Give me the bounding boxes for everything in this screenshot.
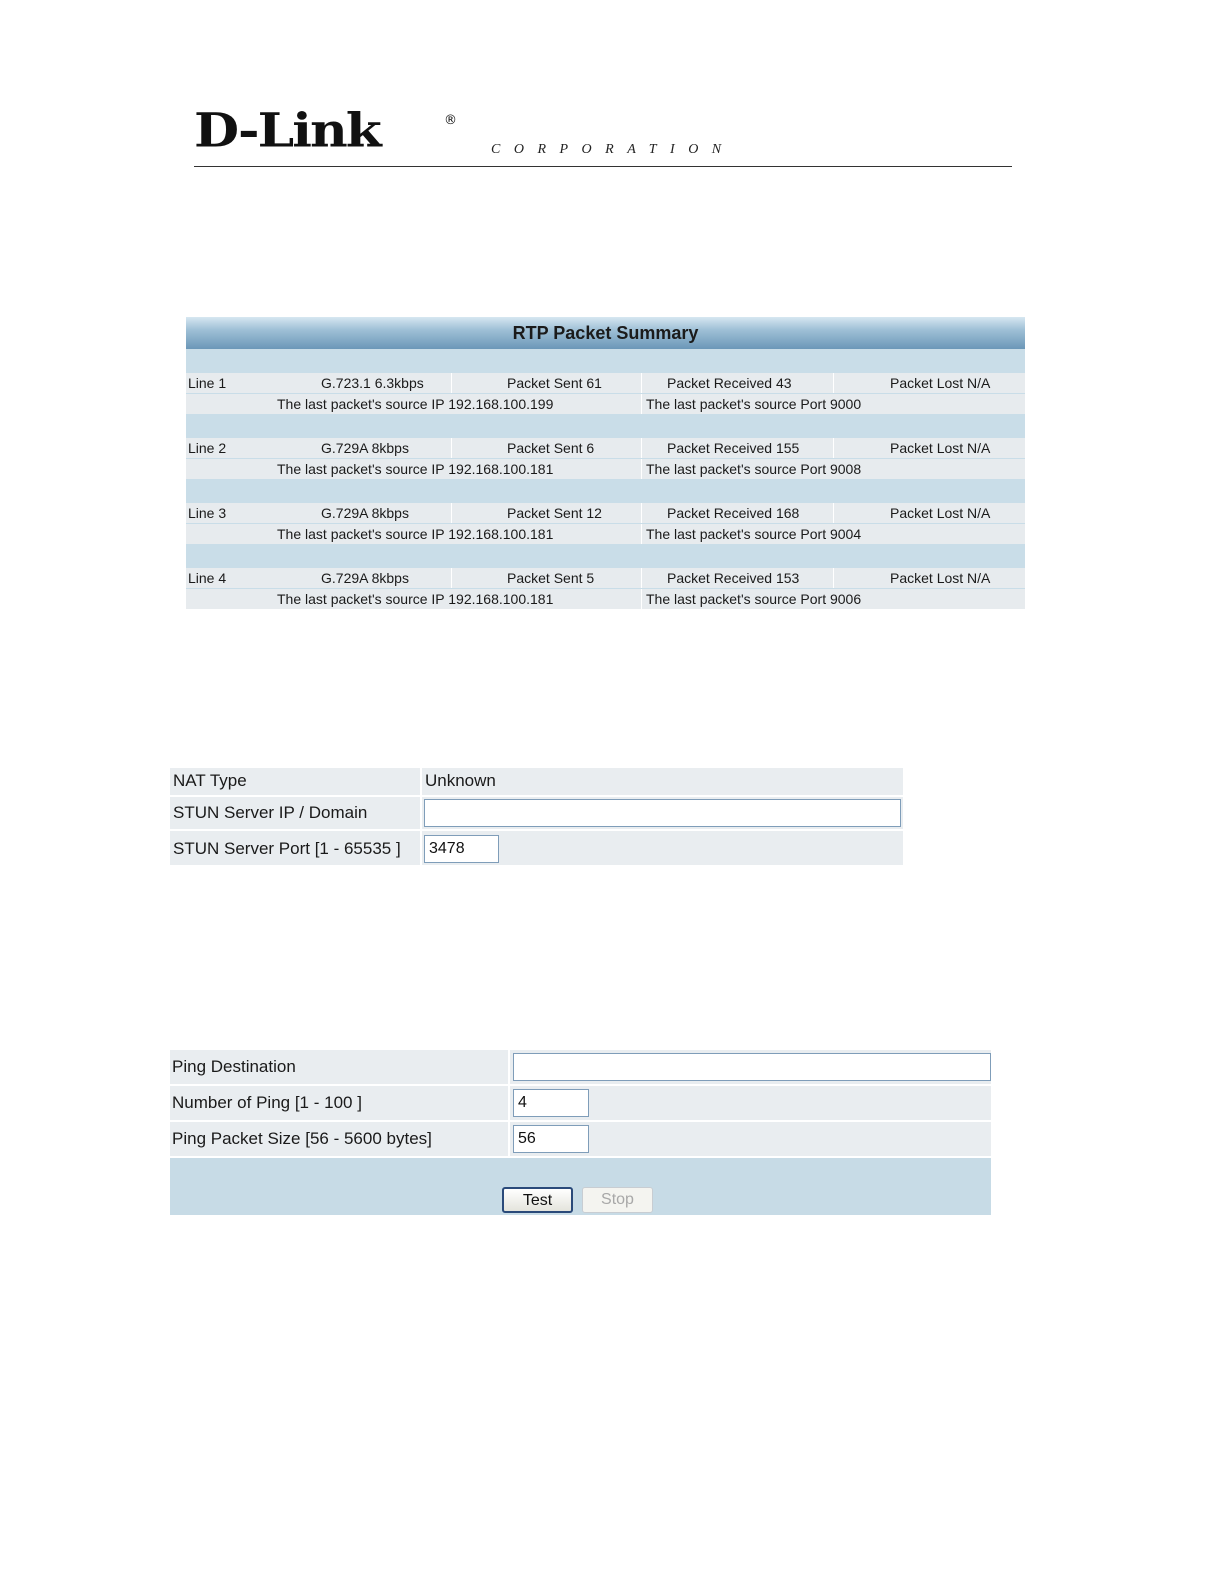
ping-destination-input[interactable] xyxy=(513,1053,991,1081)
rtp-title: RTP Packet Summary xyxy=(186,317,1025,349)
ping-size-input[interactable] xyxy=(513,1125,589,1153)
source-port: The last packet's source Port 9000 xyxy=(646,396,862,412)
rtp-source-row xyxy=(186,394,1025,414)
line-label: Line 4 xyxy=(188,570,227,586)
ping-panel xyxy=(170,1050,991,1215)
stun-ip-label: STUN Server IP / Domain xyxy=(173,803,368,822)
rtp-line-row xyxy=(186,568,1025,588)
source-port: The last packet's source Port 9008 xyxy=(646,461,862,477)
ping-count-label: Number of Ping [1 - 100 ] xyxy=(172,1093,362,1112)
header-divider xyxy=(194,166,1012,167)
line-label: Line 2 xyxy=(188,440,227,456)
stun-port-label: STUN Server Port [1 - 65535 ] xyxy=(173,839,401,858)
codec: G.729A 8kbps xyxy=(321,570,409,586)
packet-sent: Packet Sent 5 xyxy=(507,570,595,586)
packet-received: Packet Received 153 xyxy=(667,570,800,586)
codec: G.729A 8kbps xyxy=(321,440,409,456)
ping-button-bar xyxy=(170,1158,991,1215)
rtp-line-row xyxy=(186,438,1025,458)
dlink-logo: D-Link xyxy=(194,103,380,159)
packet-lost: Packet Lost N/A xyxy=(890,375,991,391)
codec: G.729A 8kbps xyxy=(321,505,409,521)
ping-size-label: Ping Packet Size [56 - 5600 bytes] xyxy=(172,1129,432,1148)
line-label: Line 1 xyxy=(188,375,227,391)
source-port: The last packet's source Port 9006 xyxy=(646,591,862,607)
source-ip: The last packet's source IP 192.168.100.181 xyxy=(277,461,554,477)
packet-lost: Packet Lost N/A xyxy=(890,440,991,456)
packet-received: Packet Received 155 xyxy=(667,440,800,456)
packet-lost: Packet Lost N/A xyxy=(890,570,991,586)
source-ip: The last packet's source IP 192.168.100.181 xyxy=(277,526,554,542)
rtp-source-row xyxy=(186,524,1025,544)
source-port: The last packet's source Port 9004 xyxy=(646,526,862,542)
line-label: Line 3 xyxy=(188,505,227,521)
rtp-source-row xyxy=(186,459,1025,479)
source-ip: The last packet's source IP 192.168.100.199 xyxy=(277,396,554,412)
test-button[interactable]: Test xyxy=(502,1187,573,1213)
stop-button[interactable]: Stop xyxy=(582,1187,653,1213)
stun-server-ip-input[interactable] xyxy=(424,799,901,827)
packet-sent: Packet Sent 6 xyxy=(507,440,595,456)
nat-type-value: Unknown xyxy=(425,771,496,790)
packet-sent: Packet Sent 61 xyxy=(507,375,602,391)
rtp-line-row xyxy=(186,503,1025,523)
rtp-line-row xyxy=(186,373,1025,393)
nat-stun-panel xyxy=(170,768,903,865)
rtp-source-row xyxy=(186,589,1025,609)
packet-received: Packet Received 43 xyxy=(667,375,792,391)
nat-type-row xyxy=(170,768,903,795)
nat-type-label: NAT Type xyxy=(173,771,247,790)
corporation-text: CORPORATION xyxy=(491,142,735,157)
codec: G.723.1 6.3kbps xyxy=(321,375,424,391)
stun-server-port-input[interactable] xyxy=(424,835,499,863)
packet-received: Packet Received 168 xyxy=(667,505,800,521)
registered-mark: ® xyxy=(444,113,457,128)
ping-count-input[interactable] xyxy=(513,1089,589,1117)
stun-port-row xyxy=(170,831,903,865)
source-ip: The last packet's source IP 192.168.100.181 xyxy=(277,591,554,607)
packet-sent: Packet Sent 12 xyxy=(507,505,602,521)
rtp-packet-summary-panel xyxy=(186,317,1025,608)
packet-lost: Packet Lost N/A xyxy=(890,505,991,521)
ping-destination-label: Ping Destination xyxy=(172,1057,296,1076)
